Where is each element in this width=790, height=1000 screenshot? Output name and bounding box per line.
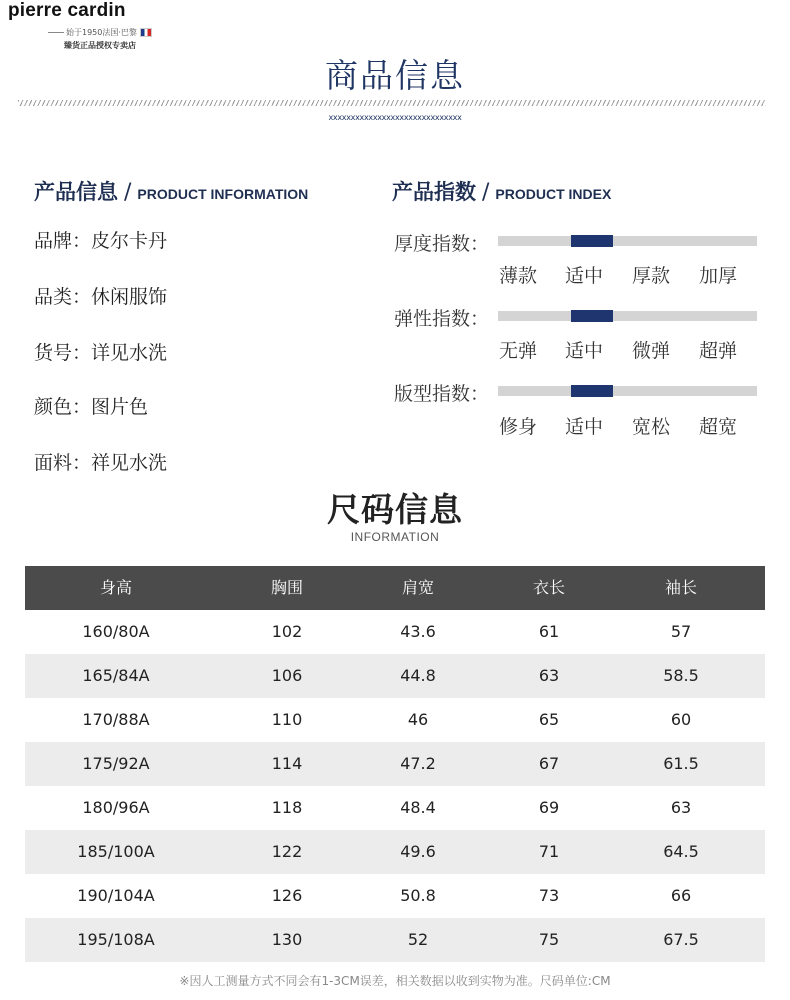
index-option: 薄款 (499, 265, 538, 287)
table-cell: 60 (670, 710, 692, 729)
brand-subtitle: 臻货正品授权专卖店 (64, 41, 136, 50)
table-cell: 43.6 (400, 622, 436, 641)
table-cell: 47.2 (400, 754, 436, 773)
table-cell: 65 (538, 710, 560, 729)
product-info-row (34, 448, 167, 475)
tagline-text: 始于1950法国·巴黎 (66, 28, 137, 37)
table-cell: 190/104A (77, 886, 155, 905)
table-cell: 175/92A (82, 754, 150, 773)
info-value: 详见水洗 (91, 342, 168, 364)
product-index-title-cn: 产品指数 (392, 180, 476, 204)
table-cell: 67 (538, 754, 560, 773)
table-cell: 66 (670, 886, 692, 905)
table-cell: 160/80A (82, 622, 150, 641)
table-header-row (25, 566, 765, 610)
table-header-cell: 袖长 (664, 578, 697, 597)
index-selected-marker (571, 310, 613, 322)
info-value: 祥见水洗 (91, 452, 168, 474)
index-selected-marker (571, 235, 613, 247)
table-cell: 102 (271, 622, 303, 641)
info-value: 休闲服饰 (91, 286, 168, 308)
brand-name: pierre cardin (8, 0, 126, 21)
table-row (25, 874, 765, 918)
table-cell: 63 (670, 798, 692, 817)
index-scale-bar (498, 236, 757, 246)
size-note: ※因人工测量方式不同会有1-3CM误差，相关数据以收到实物为准。尺码单位:CM (179, 974, 611, 988)
table-row (25, 610, 765, 654)
table-cell: 71 (538, 842, 560, 861)
index-option: 无弹 (499, 340, 538, 362)
slash-divider: / (124, 180, 132, 205)
table-cell: 118 (271, 798, 303, 817)
table-header-cell: 肩宽 (401, 578, 434, 597)
info-colon: ： (72, 396, 92, 418)
size-table (25, 566, 765, 962)
product-info-heading (34, 176, 308, 206)
product-info-title-cn: 产品信息 (34, 180, 118, 204)
index-option: 修身 (499, 416, 538, 438)
table-row (25, 786, 765, 830)
table-cell: 130 (271, 930, 303, 949)
index-scale-bar (498, 311, 757, 321)
table-row (25, 742, 765, 786)
table-cell: 49.6 (400, 842, 436, 861)
index-option: 超弹 (699, 340, 738, 362)
table-header-cell: 身高 (99, 578, 132, 597)
info-label: 品类 (34, 286, 73, 308)
product-info-row (34, 392, 148, 419)
product-info-row (34, 282, 167, 309)
index-option: 适中 (565, 265, 604, 287)
index-option: 微弹 (632, 340, 671, 362)
brand-tagline (48, 27, 152, 38)
tagline-rule (48, 32, 64, 33)
table-cell: 61 (538, 622, 560, 641)
table-cell: 67.5 (663, 930, 699, 949)
info-colon: ： (72, 230, 92, 252)
size-subtitle: INFORMATION (350, 530, 440, 544)
index-option: 宽松 (632, 416, 671, 438)
table-row (25, 918, 765, 962)
table-cell: 195/108A (77, 930, 155, 949)
table-cell: 61.5 (663, 754, 699, 773)
product-index-heading (392, 176, 611, 206)
product-info-title-en: PRODUCT INFORMATION (137, 186, 309, 202)
table-cell: 69 (538, 798, 560, 817)
info-colon: ： (72, 452, 92, 474)
table-cell: 180/96A (82, 798, 150, 817)
index-label: 厚度指数： (394, 233, 490, 255)
table-row (25, 698, 765, 742)
index-option: 厚款 (632, 265, 671, 287)
table-cell: 52 (407, 930, 429, 949)
index-label: 弹性指数： (394, 308, 490, 330)
index-option: 适中 (565, 416, 604, 438)
slash-divider: / (482, 180, 490, 205)
product-index-title-en: PRODUCT INDEX (495, 186, 612, 202)
table-cell: 57 (670, 622, 692, 641)
index-option: 适中 (565, 340, 604, 362)
table-cell: 50.8 (400, 886, 436, 905)
index-scale-bar (498, 386, 757, 396)
info-colon: ： (72, 286, 92, 308)
table-cell: 122 (271, 842, 303, 861)
table-cell: 110 (271, 710, 303, 729)
table-cell: 63 (538, 666, 560, 685)
table-cell: 48.4 (400, 798, 436, 817)
info-label: 品牌 (34, 230, 73, 252)
table-cell: 73 (538, 886, 560, 905)
info-value: 图片色 (91, 396, 149, 418)
table-cell: 64.5 (663, 842, 699, 861)
index-option: 加厚 (699, 265, 738, 287)
table-row (25, 654, 765, 698)
page-title: 商品信息 (325, 56, 465, 95)
table-header-cell: 衣长 (532, 578, 565, 597)
size-title: 尺码信息 (327, 490, 463, 529)
table-row (25, 830, 765, 874)
info-label: 货号 (34, 342, 73, 364)
table-cell: 58.5 (663, 666, 699, 685)
table-cell: 106 (271, 666, 303, 685)
france-flag-icon (140, 28, 152, 37)
info-colon: ： (72, 342, 92, 364)
product-info-row (34, 226, 167, 253)
table-header-cell: 胸围 (270, 578, 303, 597)
index-label: 版型指数： (394, 383, 490, 405)
table-cell: 114 (271, 754, 303, 773)
table-cell: 44.8 (400, 666, 436, 685)
table-cell: 75 (538, 930, 560, 949)
index-selected-marker (571, 385, 613, 397)
table-cell: 170/88A (82, 710, 150, 729)
info-value: 皮尔卡丹 (91, 230, 168, 252)
decor-text: xxxxxxxxxxxxxxxxxxxxxxxxxxxxxx (328, 113, 462, 122)
table-cell: 46 (407, 710, 429, 729)
info-label: 面料 (34, 452, 73, 474)
index-option: 超宽 (699, 416, 738, 438)
hatch-divider (18, 100, 766, 106)
table-cell: 185/100A (77, 842, 155, 861)
info-label: 颜色 (34, 396, 73, 418)
product-info-row (34, 338, 167, 365)
table-cell: 126 (271, 886, 303, 905)
table-cell: 165/84A (82, 666, 150, 685)
brand-logo (8, 0, 126, 22)
